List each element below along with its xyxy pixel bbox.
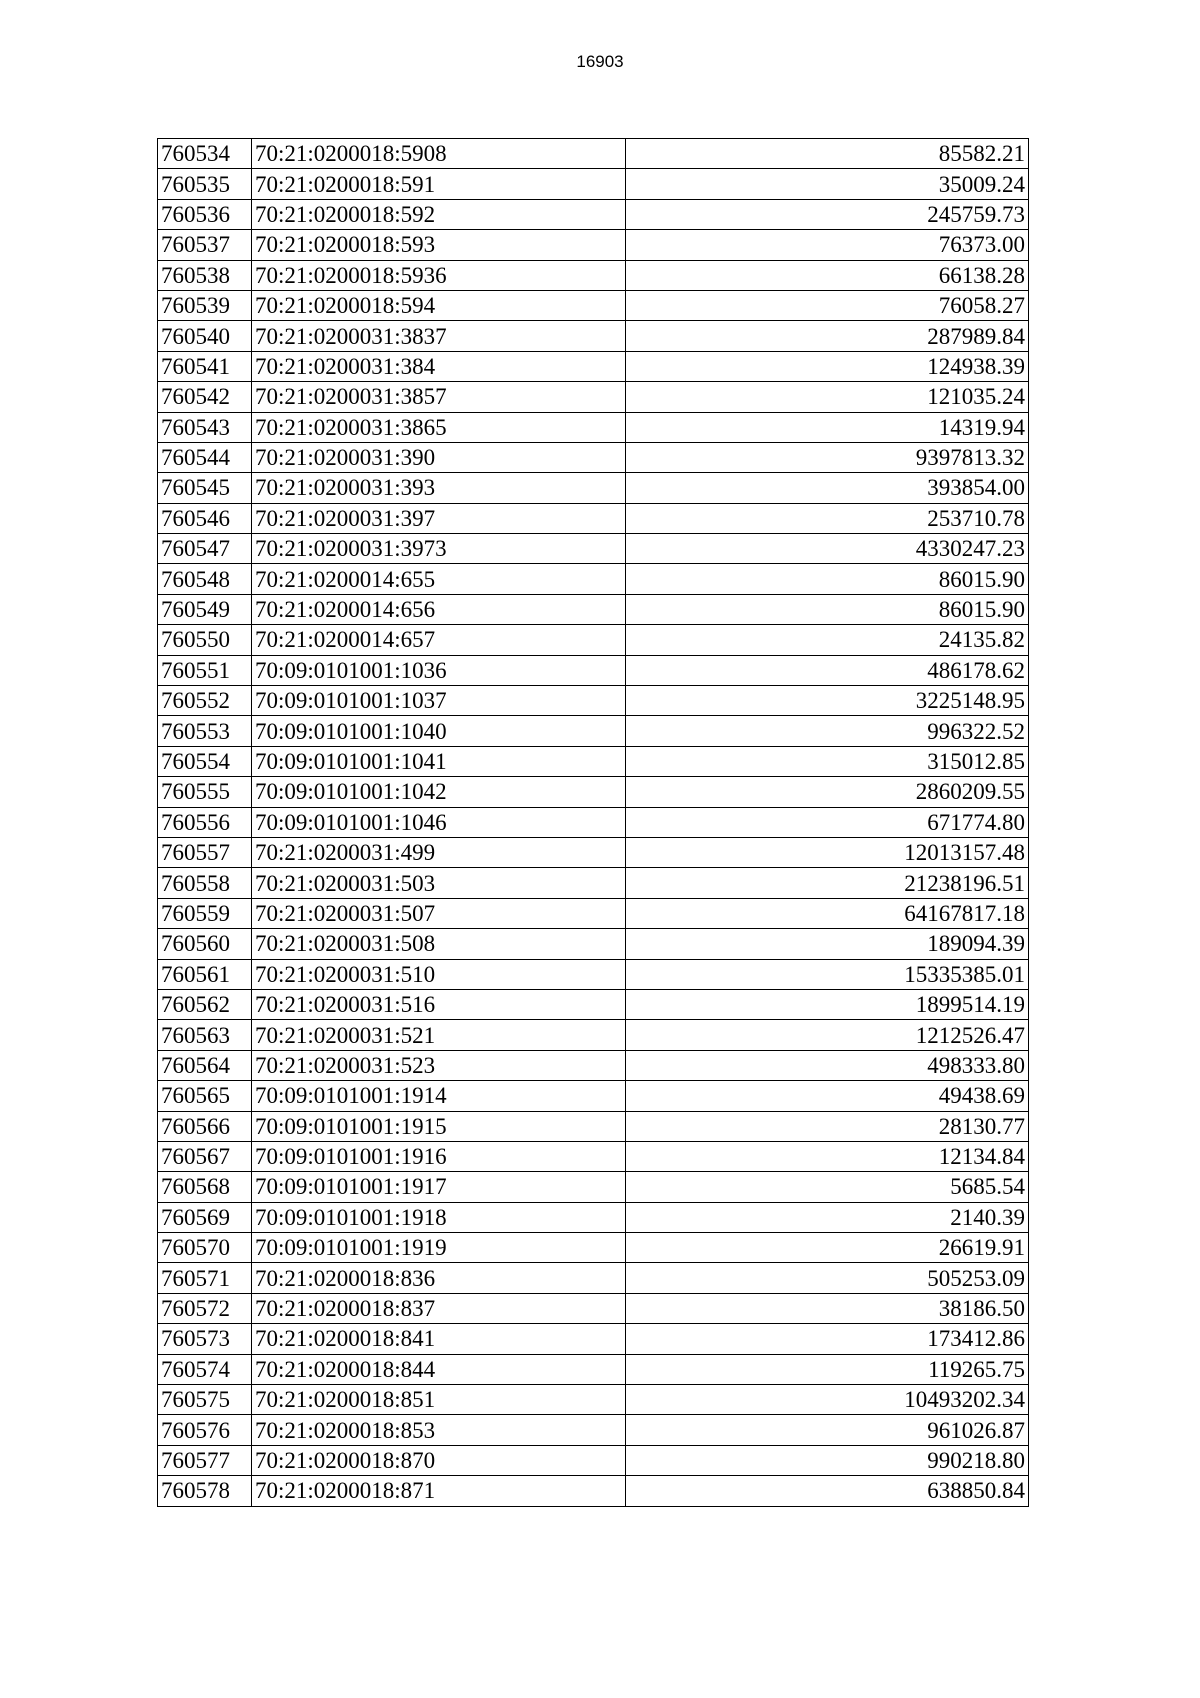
cadastral-value-cell: 961026.87 xyxy=(626,1415,1029,1445)
cadastral-number-cell: 70:21:0200031:397 xyxy=(252,503,626,533)
cadastral-number-cell: 70:21:0200031:384 xyxy=(252,351,626,381)
cadastral-number-cell: 70:21:0200018:871 xyxy=(252,1476,626,1506)
row-number-cell: 760566 xyxy=(158,1111,252,1141)
cadastral-number-cell: 70:21:0200014:657 xyxy=(252,625,626,655)
cadastral-number-cell: 70:21:0200031:521 xyxy=(252,1020,626,1050)
table-row xyxy=(158,716,1029,746)
row-number-cell: 760552 xyxy=(158,686,252,716)
cadastral-number-cell: 70:21:0200031:499 xyxy=(252,837,626,867)
cadastral-number-cell: 70:21:0200031:503 xyxy=(252,868,626,898)
cadastral-value-cell: 245759.73 xyxy=(626,199,1029,229)
row-number-cell: 760539 xyxy=(158,290,252,320)
cadastral-value-cell: 486178.62 xyxy=(626,655,1029,685)
cadastral-number-cell: 70:21:0200031:516 xyxy=(252,989,626,1019)
cadastral-value-cell: 121035.24 xyxy=(626,382,1029,412)
cadastral-number-cell: 70:09:0101001:1041 xyxy=(252,746,626,776)
cadastral-value-cell: 76058.27 xyxy=(626,290,1029,320)
table-row xyxy=(158,686,1029,716)
table-row xyxy=(158,230,1029,260)
row-number-cell: 760535 xyxy=(158,169,252,199)
table-row xyxy=(158,1354,1029,1384)
table-row xyxy=(158,929,1029,959)
cadastral-number-cell: 70:09:0101001:1914 xyxy=(252,1081,626,1111)
table-row xyxy=(158,290,1029,320)
cadastral-value-cell: 315012.85 xyxy=(626,746,1029,776)
cadastral-number-cell: 70:09:0101001:1046 xyxy=(252,807,626,837)
cadastral-number-cell: 70:21:0200031:508 xyxy=(252,929,626,959)
table-row xyxy=(158,1081,1029,1111)
row-number-cell: 760542 xyxy=(158,382,252,412)
cadastral-value-cell: 498333.80 xyxy=(626,1050,1029,1080)
cadastral-value-cell: 124938.39 xyxy=(626,351,1029,381)
row-number-cell: 760568 xyxy=(158,1172,252,1202)
cadastral-number-cell: 70:09:0101001:1042 xyxy=(252,777,626,807)
cadastral-number-cell: 70:21:0200031:3857 xyxy=(252,382,626,412)
cadastral-number-cell: 70:21:0200018:591 xyxy=(252,169,626,199)
cadastral-value-cell: 3225148.95 xyxy=(626,686,1029,716)
row-number-cell: 760577 xyxy=(158,1445,252,1475)
cadastral-number-cell: 70:21:0200031:3865 xyxy=(252,412,626,442)
cadastral-number-cell: 70:21:0200018:5936 xyxy=(252,260,626,290)
row-number-cell: 760534 xyxy=(158,139,252,169)
cadastral-number-cell: 70:09:0101001:1915 xyxy=(252,1111,626,1141)
cadastral-value-cell: 287989.84 xyxy=(626,321,1029,351)
cadastral-value-cell: 28130.77 xyxy=(626,1111,1029,1141)
cadastral-value-cell: 1212526.47 xyxy=(626,1020,1029,1050)
table-row xyxy=(158,594,1029,624)
row-number-cell: 760561 xyxy=(158,959,252,989)
table-row xyxy=(158,564,1029,594)
cadastral-value-cell: 49438.69 xyxy=(626,1081,1029,1111)
cadastral-number-cell: 70:21:0200031:507 xyxy=(252,898,626,928)
table-row xyxy=(158,139,1029,169)
table-row xyxy=(158,382,1029,412)
row-number-cell: 760558 xyxy=(158,868,252,898)
cadastral-value-cell: 119265.75 xyxy=(626,1354,1029,1384)
table-row xyxy=(158,807,1029,837)
table-row xyxy=(158,1050,1029,1080)
row-number-cell: 760541 xyxy=(158,351,252,381)
cadastral-number-cell: 70:21:0200014:655 xyxy=(252,564,626,594)
table-body xyxy=(158,139,1029,1507)
row-number-cell: 760575 xyxy=(158,1385,252,1415)
cadastral-value-cell: 24135.82 xyxy=(626,625,1029,655)
table-row xyxy=(158,1141,1029,1171)
table-row xyxy=(158,1263,1029,1293)
cadastral-number-cell: 70:21:0200014:656 xyxy=(252,594,626,624)
row-number-cell: 760562 xyxy=(158,989,252,1019)
cadastral-number-cell: 70:09:0101001:1040 xyxy=(252,716,626,746)
row-number-cell: 760548 xyxy=(158,564,252,594)
row-number-cell: 760574 xyxy=(158,1354,252,1384)
cadastral-value-cell: 505253.09 xyxy=(626,1263,1029,1293)
cadastral-value-cell: 189094.39 xyxy=(626,929,1029,959)
cadastral-value-cell: 1899514.19 xyxy=(626,989,1029,1019)
row-number-cell: 760546 xyxy=(158,503,252,533)
table-row xyxy=(158,1293,1029,1323)
cadastral-value-cell: 393854.00 xyxy=(626,473,1029,503)
table-row xyxy=(158,1445,1029,1475)
cadastral-value-cell: 15335385.01 xyxy=(626,959,1029,989)
cadastral-number-cell: 70:21:0200018:592 xyxy=(252,199,626,229)
cadastral-value-cell: 35009.24 xyxy=(626,169,1029,199)
table-row xyxy=(158,1476,1029,1506)
table-row xyxy=(158,746,1029,776)
cadastral-value-cell: 10493202.34 xyxy=(626,1385,1029,1415)
row-number-cell: 760554 xyxy=(158,746,252,776)
cadastral-value-cell: 76373.00 xyxy=(626,230,1029,260)
cadastral-number-cell: 70:21:0200031:510 xyxy=(252,959,626,989)
row-number-cell: 760572 xyxy=(158,1293,252,1323)
table-row xyxy=(158,412,1029,442)
table-row xyxy=(158,534,1029,564)
cadastral-number-cell: 70:09:0101001:1036 xyxy=(252,655,626,685)
row-number-cell: 760569 xyxy=(158,1202,252,1232)
cadastral-value-cell: 12013157.48 xyxy=(626,837,1029,867)
cadastral-number-cell: 70:09:0101001:1037 xyxy=(252,686,626,716)
cadastral-value-cell: 38186.50 xyxy=(626,1293,1029,1323)
table-row xyxy=(158,1202,1029,1232)
table-row xyxy=(158,1233,1029,1263)
row-number-cell: 760564 xyxy=(158,1050,252,1080)
row-number-cell: 760560 xyxy=(158,929,252,959)
cadastral-value-cell: 173412.86 xyxy=(626,1324,1029,1354)
cadastral-number-cell: 70:09:0101001:1918 xyxy=(252,1202,626,1232)
row-number-cell: 760553 xyxy=(158,716,252,746)
row-number-cell: 760545 xyxy=(158,473,252,503)
table-row xyxy=(158,1172,1029,1202)
cadastral-number-cell: 70:21:0200031:393 xyxy=(252,473,626,503)
table-row xyxy=(158,503,1029,533)
cadastral-number-cell: 70:09:0101001:1916 xyxy=(252,1141,626,1171)
row-number-cell: 760549 xyxy=(158,594,252,624)
table-row xyxy=(158,442,1029,472)
row-number-cell: 760563 xyxy=(158,1020,252,1050)
cadastral-value-cell: 5685.54 xyxy=(626,1172,1029,1202)
table-row xyxy=(158,898,1029,928)
cadastral-value-cell: 64167817.18 xyxy=(626,898,1029,928)
row-number-cell: 760557 xyxy=(158,837,252,867)
cadastral-number-cell: 70:21:0200018:837 xyxy=(252,1293,626,1323)
row-number-cell: 760543 xyxy=(158,412,252,442)
cadastral-number-cell: 70:21:0200031:390 xyxy=(252,442,626,472)
row-number-cell: 760555 xyxy=(158,777,252,807)
row-number-cell: 760551 xyxy=(158,655,252,685)
cadastral-value-cell: 85582.21 xyxy=(626,139,1029,169)
row-number-cell: 760547 xyxy=(158,534,252,564)
table-row xyxy=(158,989,1029,1019)
cadastral-number-cell: 70:21:0200018:593 xyxy=(252,230,626,260)
row-number-cell: 760567 xyxy=(158,1141,252,1171)
cadastral-number-cell: 70:21:0200031:3837 xyxy=(252,321,626,351)
cadastral-number-cell: 70:21:0200031:523 xyxy=(252,1050,626,1080)
cadastral-number-cell: 70:21:0200018:841 xyxy=(252,1324,626,1354)
table-row xyxy=(158,199,1029,229)
cadastral-value-cell: 996322.52 xyxy=(626,716,1029,746)
cadastral-value-cell: 9397813.32 xyxy=(626,442,1029,472)
cadastral-value-cell: 86015.90 xyxy=(626,564,1029,594)
row-number-cell: 760565 xyxy=(158,1081,252,1111)
cadastral-value-cell: 2140.39 xyxy=(626,1202,1029,1232)
row-number-cell: 760538 xyxy=(158,260,252,290)
table-row xyxy=(158,1020,1029,1050)
cadastral-number-cell: 70:21:0200018:844 xyxy=(252,1354,626,1384)
cadastral-number-cell: 70:21:0200031:3973 xyxy=(252,534,626,564)
cadastral-value-cell: 990218.80 xyxy=(626,1445,1029,1475)
row-number-cell: 760537 xyxy=(158,230,252,260)
cadastral-value-cell: 26619.91 xyxy=(626,1233,1029,1263)
table-row xyxy=(158,321,1029,351)
table-row xyxy=(158,1111,1029,1141)
row-number-cell: 760573 xyxy=(158,1324,252,1354)
cadastral-value-cell: 638850.84 xyxy=(626,1476,1029,1506)
cadastral-value-cell: 4330247.23 xyxy=(626,534,1029,564)
cadastral-value-cell: 253710.78 xyxy=(626,503,1029,533)
row-number-cell: 760576 xyxy=(158,1415,252,1445)
table-row xyxy=(158,169,1029,199)
cadastral-number-cell: 70:21:0200018:851 xyxy=(252,1385,626,1415)
row-number-cell: 760550 xyxy=(158,625,252,655)
row-number-cell: 760559 xyxy=(158,898,252,928)
cadastral-value-cell: 14319.94 xyxy=(626,412,1029,442)
cadastral-value-cell: 2860209.55 xyxy=(626,777,1029,807)
cadastral-number-cell: 70:21:0200018:836 xyxy=(252,1263,626,1293)
table-row xyxy=(158,868,1029,898)
table-row xyxy=(158,837,1029,867)
cadastral-number-cell: 70:21:0200018:594 xyxy=(252,290,626,320)
row-number-cell: 760536 xyxy=(158,199,252,229)
row-number-cell: 760570 xyxy=(158,1233,252,1263)
row-number-cell: 760571 xyxy=(158,1263,252,1293)
table-row xyxy=(158,655,1029,685)
row-number-cell: 760578 xyxy=(158,1476,252,1506)
table-row xyxy=(158,351,1029,381)
cadastral-number-cell: 70:09:0101001:1917 xyxy=(252,1172,626,1202)
table-row xyxy=(158,625,1029,655)
cadastral-value-cell: 671774.80 xyxy=(626,807,1029,837)
row-number-cell: 760540 xyxy=(158,321,252,351)
table-row xyxy=(158,959,1029,989)
table-row xyxy=(158,1385,1029,1415)
table-row xyxy=(158,1324,1029,1354)
cadastral-number-cell: 70:21:0200018:870 xyxy=(252,1445,626,1475)
cadastral-number-cell: 70:09:0101001:1919 xyxy=(252,1233,626,1263)
table-row xyxy=(158,260,1029,290)
table-row xyxy=(158,777,1029,807)
cadastral-value-table xyxy=(157,138,1029,1507)
cadastral-value-cell: 12134.84 xyxy=(626,1141,1029,1171)
cadastral-value-cell: 21238196.51 xyxy=(626,868,1029,898)
cadastral-value-cell: 86015.90 xyxy=(626,594,1029,624)
table-row xyxy=(158,1415,1029,1445)
cadastral-value-cell: 66138.28 xyxy=(626,260,1029,290)
row-number-cell: 760556 xyxy=(158,807,252,837)
cadastral-number-cell: 70:21:0200018:5908 xyxy=(252,139,626,169)
page-number: 16903 xyxy=(576,52,624,71)
row-number-cell: 760544 xyxy=(158,442,252,472)
cadastral-number-cell: 70:21:0200018:853 xyxy=(252,1415,626,1445)
table-row xyxy=(158,473,1029,503)
